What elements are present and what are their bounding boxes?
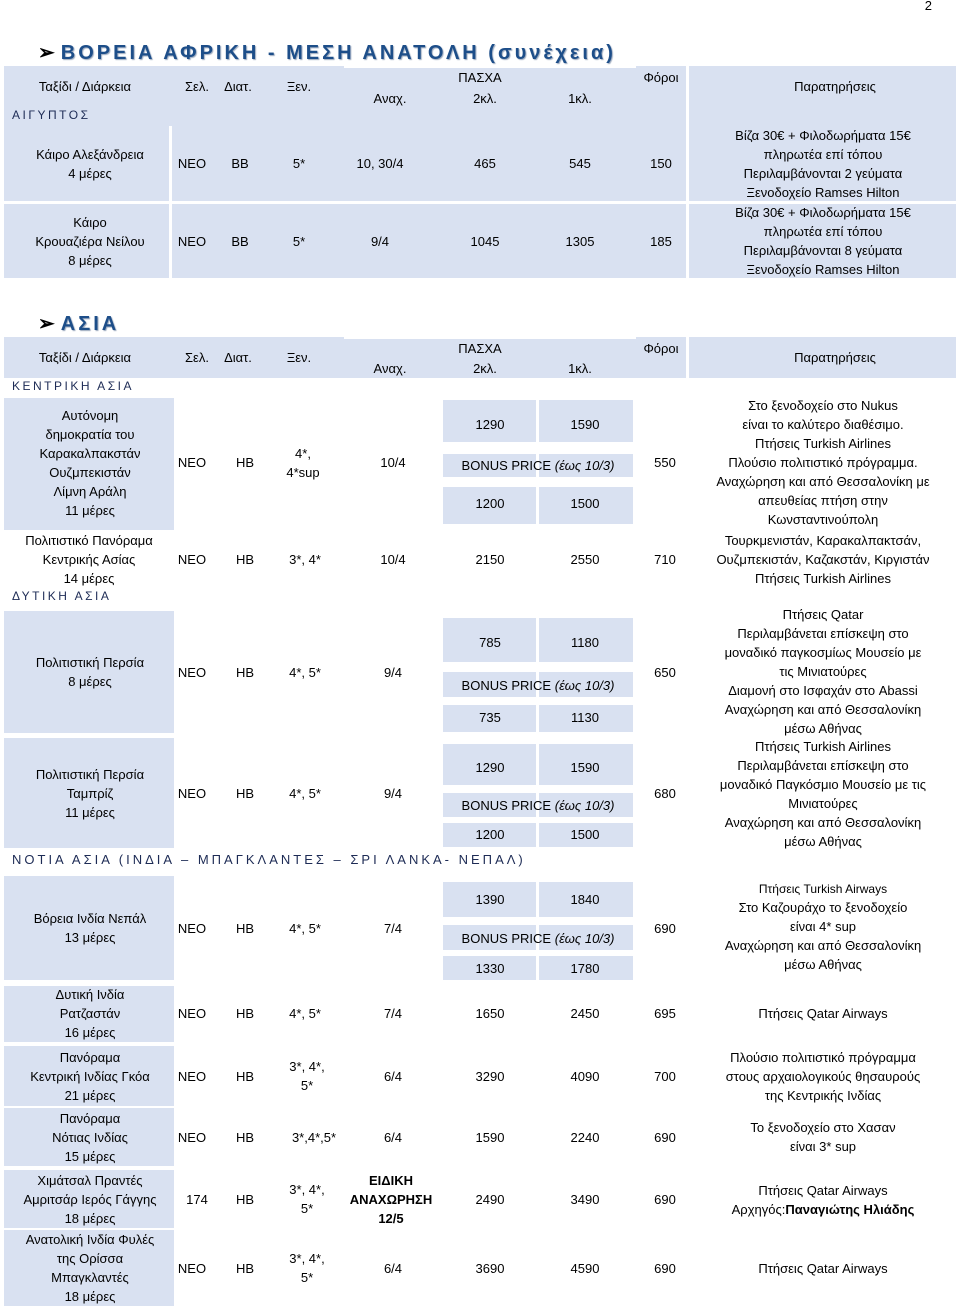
xen-value: 3*,4*,5* — [291, 1129, 337, 1145]
group-central-asia: ΚΕΝΤΡΙΚΗ ΑΣΙΑ — [12, 379, 134, 393]
group-south-asia: ΝΟΤΙΑ ΑΣΙΑ (ΙΝΔΙΑ – ΜΠΑΓΚΛΑΝΤΕΣ – ΣΡΙ ΛΑΝΚΑ- ΝΕΠΑΛ) — [12, 852, 526, 867]
page-number: 2 — [924, 0, 932, 13]
price-1kl: 1840 — [570, 891, 600, 907]
price-2kl: 1290 — [475, 416, 505, 432]
header-anax: Αναχ. — [373, 360, 407, 376]
trip-name: Ανατολική Ινδία Φυλές της Ορίσσα Μπαγκλαντές 18 μέρες — [25, 1232, 155, 1304]
sel-value: ΝΕΟ — [177, 664, 207, 680]
diat-value: HB — [235, 664, 255, 680]
sel-value: ΝΕΟ — [177, 156, 207, 171]
anax-value: 6/4 — [383, 1260, 403, 1276]
price-2kl: 1290 — [475, 759, 505, 775]
header-notes: Παρατηρήσεις — [794, 349, 876, 365]
taxes-value: 690 — [654, 1260, 676, 1276]
taxes-value: 680 — [654, 785, 676, 801]
diat-value: BB — [231, 156, 249, 171]
price-2kl: 785 — [479, 634, 501, 650]
trip-name: Κάιρο Κρουαζιέρα Νείλου 8 μέρες — [35, 214, 145, 268]
xen-value: 4*, 5* — [289, 664, 321, 680]
diat-value: HB — [235, 920, 255, 936]
anax-value: 6/4 — [383, 1129, 403, 1145]
taxes-value: 700 — [654, 1068, 676, 1084]
price-1kl: 4090 — [570, 1068, 600, 1084]
sel-value: 174 — [186, 1191, 208, 1207]
notes: Πλούσιο πολιτιστικό πρόγραμμα στους αρχαιολογικούς θησαυρούς της Κεντρικής Ινδίας — [725, 1049, 921, 1103]
diat-value: HB — [235, 455, 255, 470]
trip-name: Δυτική Ινδία Ρατζαστάν 16 μέρες — [55, 986, 125, 1040]
header-diat: Διατ. — [224, 78, 252, 94]
xen-value: 4*, 5* — [289, 920, 321, 936]
price-2kl: 3290 — [475, 1068, 505, 1084]
diat-value: HB — [235, 551, 255, 567]
price-1kl: 4590 — [570, 1260, 600, 1276]
anax-value: 6/4 — [383, 1068, 403, 1084]
notes: Στο Καζουράχο το ξενοδοχείο είναι 4* sup Αναχώρηση και από Θεσσαλονίκη μέσω Αθήνας — [724, 900, 922, 972]
price-2kl: 1650 — [475, 1005, 505, 1021]
header-sel: Σελ. — [185, 349, 209, 365]
diat-value: HB — [235, 785, 255, 801]
xen-value: 4*, 4*sup — [286, 445, 320, 480]
sel-value: ΝΕΟ — [177, 1129, 207, 1145]
header-pascha: ΠΑΣΧΑ — [458, 69, 502, 85]
notes: Το ξενοδοχείο στο Χασαν είναι 3* sup — [750, 1120, 896, 1154]
sel-value: ΝΕΟ — [177, 920, 207, 936]
header-2kl: 2κλ. — [473, 360, 497, 376]
trip-name: Χιμάτσαλ Πραντές Αμριτσάρ Ιερός Γάγγης 18 μέρες — [23, 1172, 157, 1226]
special-departure: ΕΙΔΙΚΗ ΑΝΑΧΩΡΗΣΗ 12/5 — [349, 1172, 433, 1226]
price-2kl: 2150 — [475, 551, 505, 567]
price-1kl: 1305 — [565, 233, 595, 249]
notes-small: Πτήσεις Turkish Airways — [758, 881, 888, 896]
notes: Βίζα 30€ + Φιλοδωρήματα 15€ πληρωτέα επί τόπου Περιλαμβάνονται 8 γεύματα Ξενοδοχείο Ramses Hilton — [735, 205, 911, 277]
header-sel: Σελ. — [185, 78, 209, 94]
bonus-price-2kl: 1200 — [475, 495, 505, 511]
taxes-value: 695 — [654, 1005, 676, 1021]
bonus-price-1kl: 1780 — [570, 960, 600, 976]
price-2kl: 465 — [474, 156, 496, 171]
taxes-value: 650 — [654, 664, 676, 680]
xen-value: 4*, 5* — [289, 785, 321, 801]
notes: Πτήσεις Qatar Airways — [758, 1260, 888, 1276]
xen-value: 5* — [292, 233, 306, 249]
group-west-asia: ΔΥΤΙΚΗ ΑΣΙΑ — [12, 589, 112, 603]
xen-value: 3*, 4*, 5* — [289, 1251, 325, 1285]
sel-value: ΝΕΟ — [177, 455, 207, 470]
bonus-price-1kl: 1500 — [570, 495, 600, 511]
price-1kl: 545 — [569, 156, 591, 171]
price-1kl: 1590 — [570, 759, 600, 775]
anax-value: 10/4 — [380, 551, 406, 567]
bonus-price-label: BONUS PRICE (έως 10/3) — [461, 930, 615, 946]
xen-value: 5* — [292, 156, 306, 171]
sel-value: ΝΕΟ — [177, 1068, 207, 1084]
diat-value: BB — [231, 233, 249, 249]
bonus-price-2kl: 735 — [479, 710, 501, 725]
bonus-price-2kl: 1330 — [475, 960, 505, 976]
price-1kl: 1590 — [570, 416, 600, 432]
header-pascha: ΠΑΣΧΑ — [458, 340, 502, 356]
price-2kl: 1590 — [475, 1129, 505, 1145]
diat-value: HB — [235, 1260, 255, 1276]
price-1kl: 3490 — [570, 1191, 600, 1207]
taxes-value: 150 — [650, 156, 672, 171]
sel-value: ΝΕΟ — [177, 1260, 207, 1276]
diat-value: HB — [235, 1005, 255, 1021]
price-1kl: 2240 — [570, 1129, 600, 1145]
price-1kl: 1180 — [571, 634, 599, 650]
trip-name: Βόρεια Ινδία Νεπάλ 13 μέρες — [33, 911, 147, 945]
section-title-asia: ➢ ΑΣΙΑ — [38, 313, 120, 335]
sel-value: ΝΕΟ — [177, 551, 207, 567]
price-2kl: 3690 — [475, 1260, 505, 1276]
header-trip: Ταξίδι / Διάρκεια — [38, 78, 132, 94]
diat-value: HB — [235, 1129, 255, 1145]
arrow-bullet-icon: ➢ — [38, 313, 55, 335]
notes: Πτήσεις Turkish Airlines Περιλαμβάνεται επίσκεψη στο μοναδικό Παγκόσμιο Μουσείο με τις Μινιατούρες Αναχώρηση και από Θεσσαλονίκη μέσω Αθήνας — [719, 739, 927, 849]
taxes-value: 690 — [654, 920, 676, 936]
trip-name: Πανόραμα Κεντρική Ινδίας Γκόα 21 μέρες — [30, 1049, 150, 1103]
bonus-price-1kl: 1500 — [570, 826, 600, 842]
sel-value: ΝΕΟ — [177, 785, 207, 801]
header-diat: Διατ. — [224, 349, 252, 365]
header-xen: Ξεν. — [286, 78, 312, 94]
taxes-value: 550 — [654, 455, 676, 470]
header-2kl: 2κλ. — [473, 90, 497, 106]
anax-value: 10, 30/4 — [356, 156, 404, 171]
price-2kl: 2490 — [475, 1191, 505, 1207]
header-foroi: Φόροι — [643, 340, 679, 356]
header-xen: Ξεν. — [286, 349, 312, 365]
group-band — [4, 108, 956, 126]
section-title-north-africa: ➢ ΒΟΡΕΙΑ ΑΦΡΙΚΗ - ΜΕΣΗ ΑΝΑΤΟΛΗ (συνέχεια) — [38, 42, 616, 64]
xen-value: 4*, 5* — [289, 1005, 321, 1021]
xen-value: 3*, 4*, 5* — [289, 1182, 325, 1216]
notes: Πτήσεις Qatar Airways — [758, 1005, 888, 1021]
header-foroi: Φόροι — [643, 69, 679, 85]
anax-value: 9/4 — [383, 664, 403, 680]
price-2kl: 1045 — [470, 233, 500, 249]
bonus-price-label: BONUS PRICE (έως 10/3) — [461, 677, 615, 693]
header-1kl: 1κλ. — [568, 360, 592, 376]
trip-name: Πανόραμα Νότιας Ινδίας 15 μέρες — [52, 1110, 128, 1164]
header-trip: Ταξίδι / Διάρκεια — [38, 349, 132, 365]
notes: Πτήσεις Qatar Airways — [758, 1182, 888, 1198]
notes: Βίζα 30€ + Φιλοδωρήματα 15€ πληρωτέα επί τόπου Περιλαμβάνονται 2 γεύματα Ξενοδοχείο Ramses Hilton — [735, 127, 911, 200]
taxes-value: 710 — [654, 551, 676, 567]
trip-name: Πολιτιστικό Πανόραμα Κεντρικής Ασίας 14 μέρες — [25, 532, 153, 586]
bonus-price-2kl: 1200 — [475, 826, 505, 842]
diat-value: HB — [235, 1191, 255, 1207]
price-2kl: 1390 — [475, 891, 505, 907]
arrow-bullet-icon: ➢ — [38, 42, 55, 64]
taxes-value: 690 — [654, 1191, 676, 1207]
diat-value: HB — [235, 1068, 255, 1084]
anax-value: 10/4 — [380, 455, 406, 470]
notes: Τουρκμενιστάν, Καρακαλπακτσάν, Ουζμπεκιστάν, Καζακστάν, Κιργιστάν Πτήσεις Turkish Airlines — [716, 532, 930, 586]
header-notes: Παρατηρήσεις — [794, 78, 876, 94]
bonus-price-label: BONUS PRICE (έως 10/3) — [461, 797, 615, 813]
bonus-price-1kl: 1130 — [571, 710, 599, 725]
bonus-price-label: BONUS PRICE (έως 10/3) — [461, 457, 615, 473]
taxes-value: 185 — [650, 233, 672, 249]
trip-name: Πολιτιστική Περσία 8 μέρες — [35, 655, 145, 689]
header-1kl: 1κλ. — [568, 90, 592, 106]
sel-value: ΝΕΟ — [177, 233, 207, 249]
tour-leader: Αρχηγός: Παναγιώτης Ηλιάδης — [731, 1201, 915, 1217]
xen-value: 3*, 4*, 5* — [289, 1059, 325, 1093]
group-egypt: ΑΙΓΥΠΤΟΣ — [12, 108, 91, 122]
anax-value: 7/4 — [383, 1005, 403, 1021]
xen-value: 3*, 4* — [289, 551, 321, 567]
price-1kl: 2450 — [570, 1005, 600, 1021]
trip-name: Πολιτιστική Περσία Ταμπρίζ 11 μέρες — [35, 766, 145, 820]
header-anax: Αναχ. — [373, 90, 407, 106]
price-1kl: 2550 — [570, 551, 600, 567]
trip-name: Αυτόνομη δημοκρατία του Καρακαλπακστάν Ουζμπεκιστάν Λίμνη Αράλη 11 μέρες — [39, 407, 141, 518]
taxes-value: 690 — [654, 1129, 676, 1145]
anax-value: 9/4 — [370, 233, 390, 249]
trip-name: Κάιρο Αλεξάνδρεια 4 μέρες — [36, 146, 144, 181]
notes: Πτήσεις Qatar Περιλαμβάνεται επίσκεψη στο μοναδικό παγκοσμίως Μουσείο με τις Μινιατούρες Διαμονή στο Ισφαχάν στο Abassi Αναχώρηση και από Θεσσαλονίκη μέσω Αθήνας — [724, 606, 922, 736]
anax-value: 7/4 — [383, 920, 403, 936]
notes: Στο ξενοδοχείο στο Nukus είναι το καλύτερο διαθέσιμο. Πτήσεις Turkish Airlines Πλούσιο πολιτιστικό πρόγραμμα. Αναχώρηση και από Θεσσαλονίκη με απευθείας πτήση στην Κωνσταντινούπολη — [716, 398, 930, 527]
anax-value: 9/4 — [383, 785, 403, 801]
sel-value: ΝΕΟ — [177, 1005, 207, 1021]
